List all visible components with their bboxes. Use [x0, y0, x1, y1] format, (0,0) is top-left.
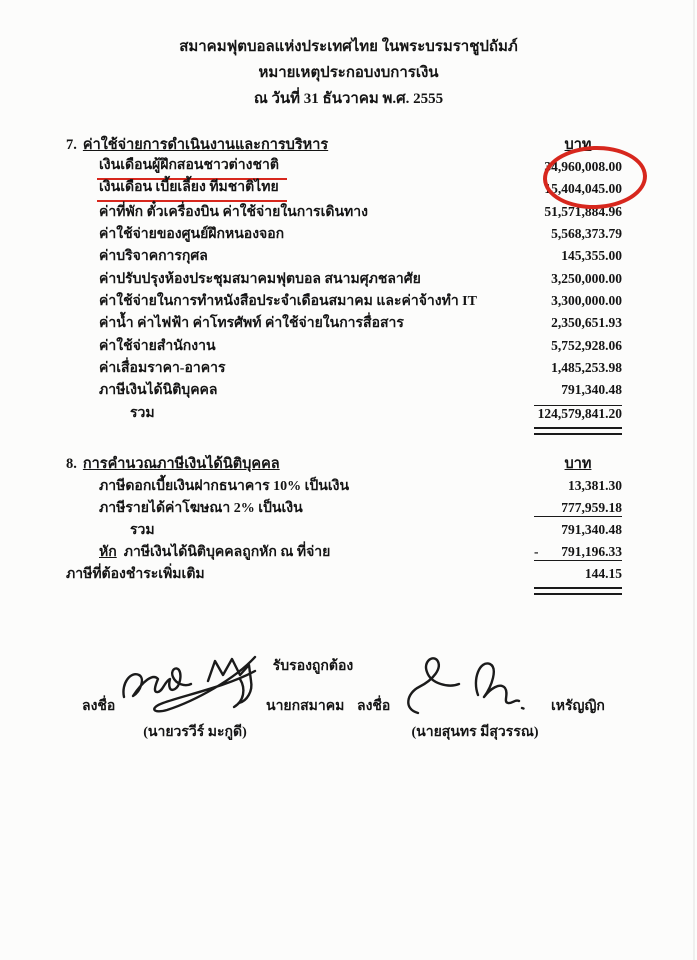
signature-president — [112, 639, 272, 729]
table-row — [66, 334, 622, 356]
row-label: ค่าบริจาคการกุศล — [99, 249, 208, 265]
table-row — [66, 357, 622, 379]
row-label-red-underlined: เงินเดือน เบี้ยเลี้ยง ทีมชาติไทย — [97, 176, 287, 202]
total-label: รวม — [130, 406, 155, 422]
president-title: นายกสมาคม — [266, 699, 345, 715]
deduct-value: 791,196.33 — [561, 543, 622, 559]
deduct-dash: - — [534, 543, 539, 559]
section-8-heading — [66, 451, 622, 475]
doc-title: หมายเหตุประกอบงบการเงิน — [258, 65, 439, 81]
signature-treasurer — [398, 651, 538, 721]
deduct-prefix: หัก — [99, 545, 117, 561]
row-label: ค่าใช้จ่ายในการทำหนังสือประจำเดือนสมาคม และค่าจ้างทำ IT — [99, 293, 477, 309]
table-row — [66, 379, 622, 401]
table-row — [66, 290, 622, 312]
section-7-title: 7. ค่าใช้จ่ายการดำเนินงานและการบริหาร — [66, 137, 329, 153]
row-value: 2,350,651.93 — [551, 315, 622, 331]
row-label-red-underlined: เงินเดือนผู้ฝึกสอนชาวต่างชาติ — [97, 154, 287, 180]
row-label: ค่าน้ำ ค่าไฟฟ้า ค่าโทรศัพท์ ค่าใช้จ่ายในการสื่อสาร — [99, 316, 404, 332]
table-row — [66, 497, 622, 519]
row-label: ภาษีเงินได้นิติบุคคล — [99, 383, 218, 399]
double-rule — [534, 587, 622, 595]
table-row — [66, 245, 622, 267]
row-value: 5,752,928.06 — [551, 337, 622, 353]
table-row — [66, 178, 622, 200]
subtotal-value: 791,340.48 — [561, 522, 622, 538]
row-value: 51,571,884.96 — [544, 203, 622, 219]
sign-label-left: ลงชื่อ — [82, 699, 116, 715]
final-value: 144.15 — [584, 566, 622, 582]
row-label: ค่าใช้จ่ายของศูนย์ฝึกหนองจอก — [99, 227, 285, 243]
final-label: ภาษีที่ต้องชำระเพิ่มเติม — [66, 567, 205, 583]
total-value: 124,579,841.20 — [534, 405, 622, 422]
doc-date: ณ วันที่ 31 ธันวาคม พ.ศ. 2555 — [253, 91, 444, 107]
treasurer-name: (นายสุนทร มีสุวรรณ) — [411, 725, 539, 741]
row-value: 791,340.48 — [561, 382, 622, 398]
row-value: 15,404,045.00 — [544, 181, 622, 197]
sign-label-right: ลงชื่อ — [357, 699, 391, 715]
section-8-title: 8. การคำนวณภาษีเงินได้นิติบุคคล — [66, 456, 280, 473]
total-row — [66, 401, 622, 425]
row-label: ภาษีรายได้ค่าโฆษณา 2% เป็นเงิน — [99, 501, 303, 517]
table-row — [66, 156, 622, 178]
row-value: 34,960,008.00 — [544, 159, 622, 175]
row-value: 13,381.30 — [568, 478, 622, 494]
section-8-tax-computation — [0, 451, 697, 595]
row-label: ค่าที่พัก ตั๋วเครื่องบิน ค่าใช้จ่ายในการเดินทาง — [99, 204, 368, 220]
subtotal-row — [66, 519, 622, 541]
row-label: ค่าปรับปรุงห้องประชุมสมาคมฟุตบอล สนามศุภชลาศัย — [99, 271, 421, 287]
table-row — [66, 201, 622, 223]
row-label: ภาษีดอกเบี้ยเงินฝากธนาคาร 10% เป็นเงิน — [99, 479, 350, 495]
section-8-number: 8. — [66, 456, 77, 473]
signature-block — [0, 635, 697, 835]
final-row — [66, 563, 622, 585]
document-header — [0, 0, 697, 112]
org-title: สมาคมฟุตบอลแห่งประเทศไทย ในพระบรมราชูปถัมภ์ — [179, 39, 518, 55]
table-row — [66, 475, 622, 497]
deduct-label: ภาษีเงินได้นิติบุคคลถูกหัก ณ ที่จ่าย — [123, 545, 331, 561]
section-7-heading — [66, 132, 622, 156]
unit-header-baht: บาท — [564, 456, 592, 473]
row-value: 1,485,253.98 — [551, 359, 622, 375]
row-value: 777,959.18 — [534, 500, 622, 517]
unit-header-baht: บาท — [564, 137, 592, 153]
subtotal-label: รวม — [130, 523, 155, 539]
row-value: 145,355.00 — [561, 248, 622, 264]
row-label: ค่าเสื่อมราคา-อาคาร — [99, 360, 226, 376]
row-value: 3,250,000.00 — [551, 270, 622, 286]
treasurer-title: เหรัญญิก — [551, 699, 605, 715]
table-row — [66, 223, 622, 245]
table-row — [66, 312, 622, 334]
deduct-row — [66, 541, 622, 563]
table-row — [66, 267, 622, 289]
deduct-value-cell — [534, 544, 622, 561]
double-rule — [534, 427, 622, 435]
section-7-number: 7. — [66, 137, 77, 153]
row-label: ค่าใช้จ่ายสำนักงาน — [99, 338, 216, 354]
row-value: 5,568,373.79 — [551, 226, 622, 242]
row-value: 3,300,000.00 — [551, 292, 622, 308]
certify-text: รับรองถูกต้อง — [272, 659, 354, 675]
president-name: (นายวรวีร์ มะกูดี) — [143, 725, 247, 741]
